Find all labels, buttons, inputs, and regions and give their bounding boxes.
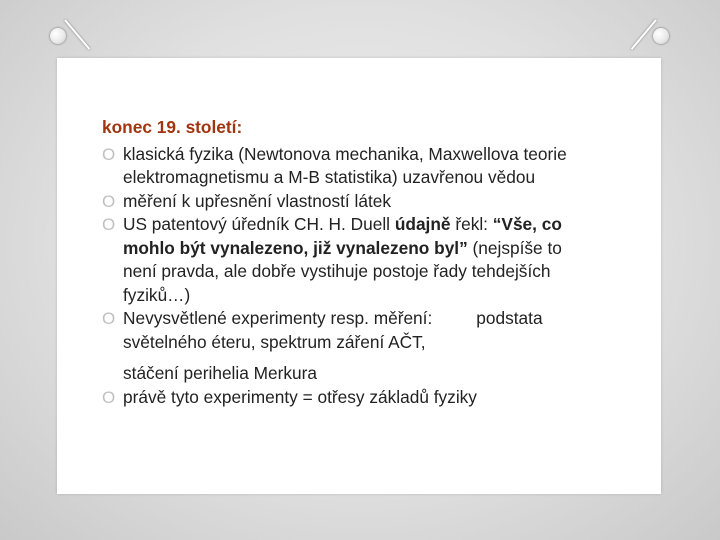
list-item-line <box>123 307 662 331</box>
bullet-icon: O <box>102 191 116 211</box>
list-item-line: měření k upřesnění vlastností látek <box>123 190 391 211</box>
quote-text: mohlo být vynalezeno, již vynalezeno byl” <box>123 237 468 258</box>
list-item-line: právě tyto experimenty = otřesy základů fyziky <box>123 386 477 407</box>
bullet-icon: O <box>102 144 116 164</box>
pin-string-left <box>64 19 90 49</box>
list-item-line: klasická fyzika (Newtonova mechanika, Maxwellova teorie <box>123 143 567 164</box>
pushpin-right-icon <box>653 28 669 44</box>
bullet-icon: O <box>102 387 116 407</box>
list-item <box>102 213 662 307</box>
text-run: podstata <box>476 308 543 328</box>
text-run: (nejspíše to <box>467 237 562 258</box>
list-item <box>102 386 662 410</box>
slide-content <box>102 116 662 409</box>
bullet-icon: O <box>102 215 116 234</box>
text-run: řekl: <box>450 214 493 234</box>
list-item-line: elektromagnetismu a M-B statistika) uzavřenou vědou <box>123 167 536 187</box>
pushpin-left-icon <box>50 28 66 44</box>
quote-text: “Vše, co <box>492 214 562 234</box>
list-item-line <box>123 237 662 261</box>
bullet-list <box>102 143 662 410</box>
list-item <box>102 143 662 190</box>
list-item <box>102 190 662 214</box>
list-item <box>102 307 662 386</box>
list-item-line <box>123 213 662 237</box>
list-item-line: stáčení perihelia Merkura <box>123 363 318 383</box>
list-item-line: fyziků…) <box>123 284 191 305</box>
text-run: Nevysvětlené experimenty resp. měření: <box>123 308 433 328</box>
list-item-line: světelného éteru, spektrum záření AČT, <box>123 331 426 352</box>
list-item-line: není pravda, ale dobře vystihuje postoje řady tehdejších <box>123 261 551 281</box>
slide-heading: konec 19. století: <box>102 117 243 137</box>
text-run: US patentový úředník CH. H. Duell <box>123 214 395 234</box>
bullet-icon: O <box>102 309 116 328</box>
emphasis-text: údajně <box>394 214 451 234</box>
